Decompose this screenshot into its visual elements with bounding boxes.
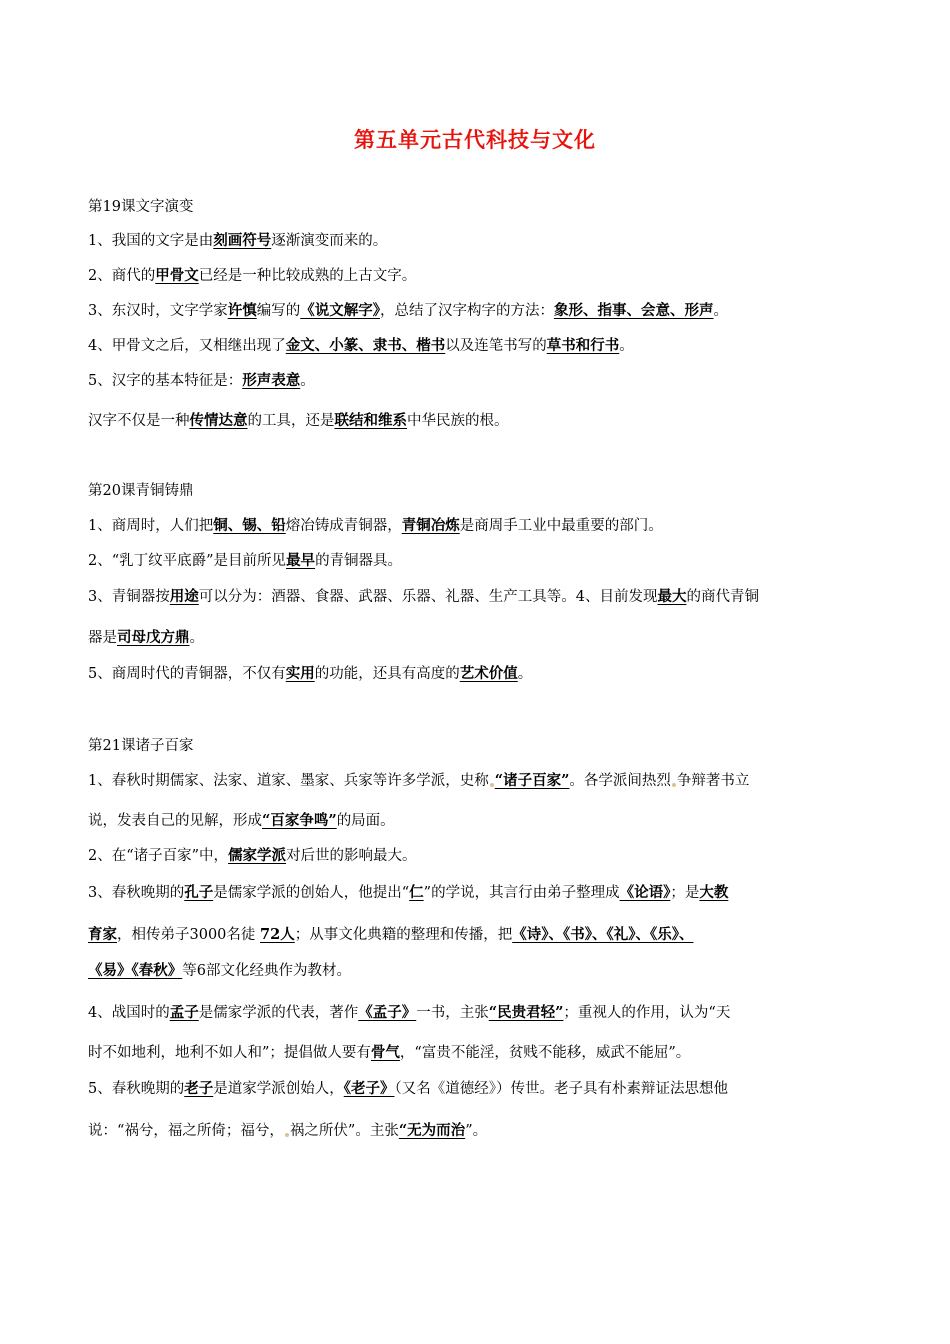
key-term: 孟子 (169, 1004, 199, 1021)
text-segment: 是儒家学派的创始人，他提出“ (213, 885, 410, 901)
text-line (88, 1079, 868, 1099)
text-segment: 争辩著书立 (676, 773, 750, 789)
key-term: 最大 (657, 588, 687, 605)
text-line (88, 628, 868, 648)
text-segment: 。 (517, 666, 533, 682)
text-segment: 4、甲骨文之后，又相继出现了 (88, 338, 286, 354)
key-term: 《论语》 (619, 884, 671, 901)
key-term: 金文、小篆、隶书、楷书 (285, 337, 446, 354)
text-line (88, 587, 868, 607)
text-segment: （又名《道德经》）传世。老子具有朴素辩证法思想他 (394, 1081, 728, 1097)
key-term: 最早 (286, 552, 316, 569)
key-term: 骨气 (370, 1044, 400, 1061)
text-segment: 。 (619, 338, 634, 354)
text-segment: 是商周手工业中最重要的部门。 (459, 518, 663, 534)
key-term: 儒家学派 (228, 847, 287, 864)
text-segment: 说：“祸兮，福之所倚；福兮， (88, 1123, 284, 1139)
key-term: 铜、锡、铅 (213, 517, 286, 534)
text-segment: 2、“乳丁纹平底爵”是目前所见 (88, 553, 287, 569)
text-segment: 1、春秋时期儒家、法家、道家、墨家、兵家等许多学派，史称 (88, 773, 489, 789)
text-line (88, 371, 868, 391)
text-segment: 2、在“诸子百家”中， (88, 848, 229, 864)
key-term: 孔子 (184, 884, 214, 901)
text-segment: 3、青铜器按 (88, 589, 170, 605)
text-segment: ”。 (465, 1123, 488, 1139)
key-term: 艺术价值 (459, 665, 518, 682)
text-segment: 的局面。 (336, 813, 395, 829)
lesson-heading: 第20课青铜铸鼎 (88, 483, 194, 499)
key-term: “诸子百家” (494, 772, 570, 789)
text-segment: 时不如地利，地利不如人和”；提倡做人要有 (88, 1045, 371, 1061)
text-line (88, 846, 868, 866)
key-term: 象形、指事、会意、形声 (553, 302, 714, 319)
text-line (88, 925, 868, 945)
key-term: “民贵君轻” (488, 1004, 564, 1021)
key-term: “无为而治 (398, 1122, 466, 1139)
lesson-heading: 第19课文字演变 (88, 199, 194, 215)
text-segment: 汉字不仅是一种 (88, 413, 190, 429)
key-term: 传情达意 (189, 412, 248, 429)
text-segment: ，相传弟子3000名徒 (117, 927, 261, 943)
text-segment: 的工具，还是 (247, 413, 335, 429)
text-segment: 。各学派间热烈 (569, 773, 671, 789)
text-line (88, 1003, 868, 1023)
text-segment: 3、东汉时，文字学家 (88, 303, 228, 319)
key-term: 大教 (699, 884, 729, 901)
key-term: 仁 (409, 884, 424, 901)
text-segment: 。 (713, 303, 728, 319)
text-segment: 。 (189, 630, 204, 646)
text-segment: 中华民族的根。 (407, 413, 509, 429)
text-segment: 器是 (88, 630, 117, 646)
key-term: 《老子》 (343, 1080, 395, 1097)
text-segment: 已经是一种比较成熟的上古文字。 (198, 268, 417, 284)
text-segment: 1、商周时，人们把 (88, 518, 214, 534)
text-line (88, 551, 868, 571)
text-line (88, 811, 868, 831)
key-term: 72人 (260, 926, 295, 943)
text-line (88, 516, 868, 536)
text-segment: 3、春秋晚期的 (88, 885, 185, 901)
text-line (88, 336, 868, 356)
key-term: 育家 (88, 926, 117, 943)
text-segment: 可以分为：酒器、食器、武器、乐器、礼器、生产工具等。4、目前发现 (198, 589, 658, 605)
text-segment: 的功能，还具有高度的 (314, 666, 460, 682)
key-term: 形声表意 (242, 372, 301, 389)
key-term: 实用 (285, 665, 315, 682)
text-segment: 5、春秋晚期的 (88, 1081, 185, 1097)
text-segment: ，总结了汉字构字的方法： (379, 303, 554, 319)
text-segment: 5、汉字的基本特征是： (88, 373, 243, 389)
key-term: “百家争鸣” (262, 812, 337, 829)
key-term: 老子 (184, 1080, 214, 1097)
text-segment: 编写的 (256, 303, 301, 319)
text-line (88, 961, 868, 981)
key-term: 联结和维系 (334, 412, 407, 429)
page-title: 第五单元古代科技与文化 (354, 128, 596, 152)
text-segment: 的青铜器具。 (315, 553, 403, 569)
text-segment: ，“富贵不能淫，贫贱不能移，威武不能屈”。 (399, 1045, 691, 1061)
text-line (88, 301, 868, 321)
text-segment: 1、我国的文字是由 (88, 233, 214, 249)
key-term: 青铜冶炼 (401, 517, 460, 534)
text-segment: 是儒家学派的代表，著作 (198, 1005, 359, 1021)
text-segment: ；从事文化典籍的整理和传播，把 (294, 927, 513, 943)
key-term: 草书和行书 (546, 337, 620, 354)
key-term: 《诗》、《书》、《礼》、《乐》、 (512, 926, 694, 943)
text-segment: 祸之所伏”。主张 (289, 1123, 399, 1139)
text-segment: 等6部文化经典作为教材。 (182, 963, 351, 979)
text-segment: 的商代青铜 (686, 589, 759, 605)
text-segment: 逐渐演变而来的。 (271, 233, 388, 249)
text-line (88, 266, 868, 286)
text-line (88, 771, 868, 791)
text-line (88, 411, 868, 431)
key-term: 《说文解字》 (300, 302, 380, 319)
text-segment: 2、商代的 (88, 268, 156, 284)
text-segment: ”的学说，其言行由弟子整理成 (423, 885, 620, 901)
marker-dot (285, 1133, 289, 1137)
text-segment: 5、商周时代的青铜器，不仅有 (88, 666, 286, 682)
text-segment: ；是 (670, 885, 700, 901)
text-segment: 一书，主张 (416, 1005, 489, 1021)
key-term: 司母戊方鼎 (117, 629, 190, 646)
text-segment: 熔冶铸成青铜器， (285, 518, 402, 534)
text-segment: 。 (300, 373, 315, 389)
lesson-heading: 第21课诸子百家 (88, 738, 194, 754)
key-term: 刻画符号 (213, 232, 272, 249)
text-segment: 说，发表自己的见解，形成 (88, 813, 262, 829)
text-line (88, 1121, 868, 1141)
key-term: 许慎 (227, 302, 257, 319)
text-line (88, 664, 868, 684)
text-segment: 是道家学派创始人， (213, 1081, 344, 1097)
key-term: 《孟子》 (358, 1004, 417, 1021)
text-line (88, 883, 868, 903)
key-term: 用途 (169, 588, 199, 605)
marker-dot (490, 783, 494, 787)
key-term: 甲骨文 (155, 267, 199, 284)
text-line (88, 1043, 868, 1063)
text-segment: 4、战国时的 (88, 1005, 170, 1021)
text-segment: 以及连笔书写的 (445, 338, 547, 354)
text-segment: 对后世的影响最大。 (286, 848, 417, 864)
text-segment: ；重视人的作用，认为“天 (563, 1005, 731, 1021)
marker-dot (672, 783, 676, 787)
text-line (88, 231, 868, 251)
key-term: 《易》《春秋》 (88, 962, 183, 979)
